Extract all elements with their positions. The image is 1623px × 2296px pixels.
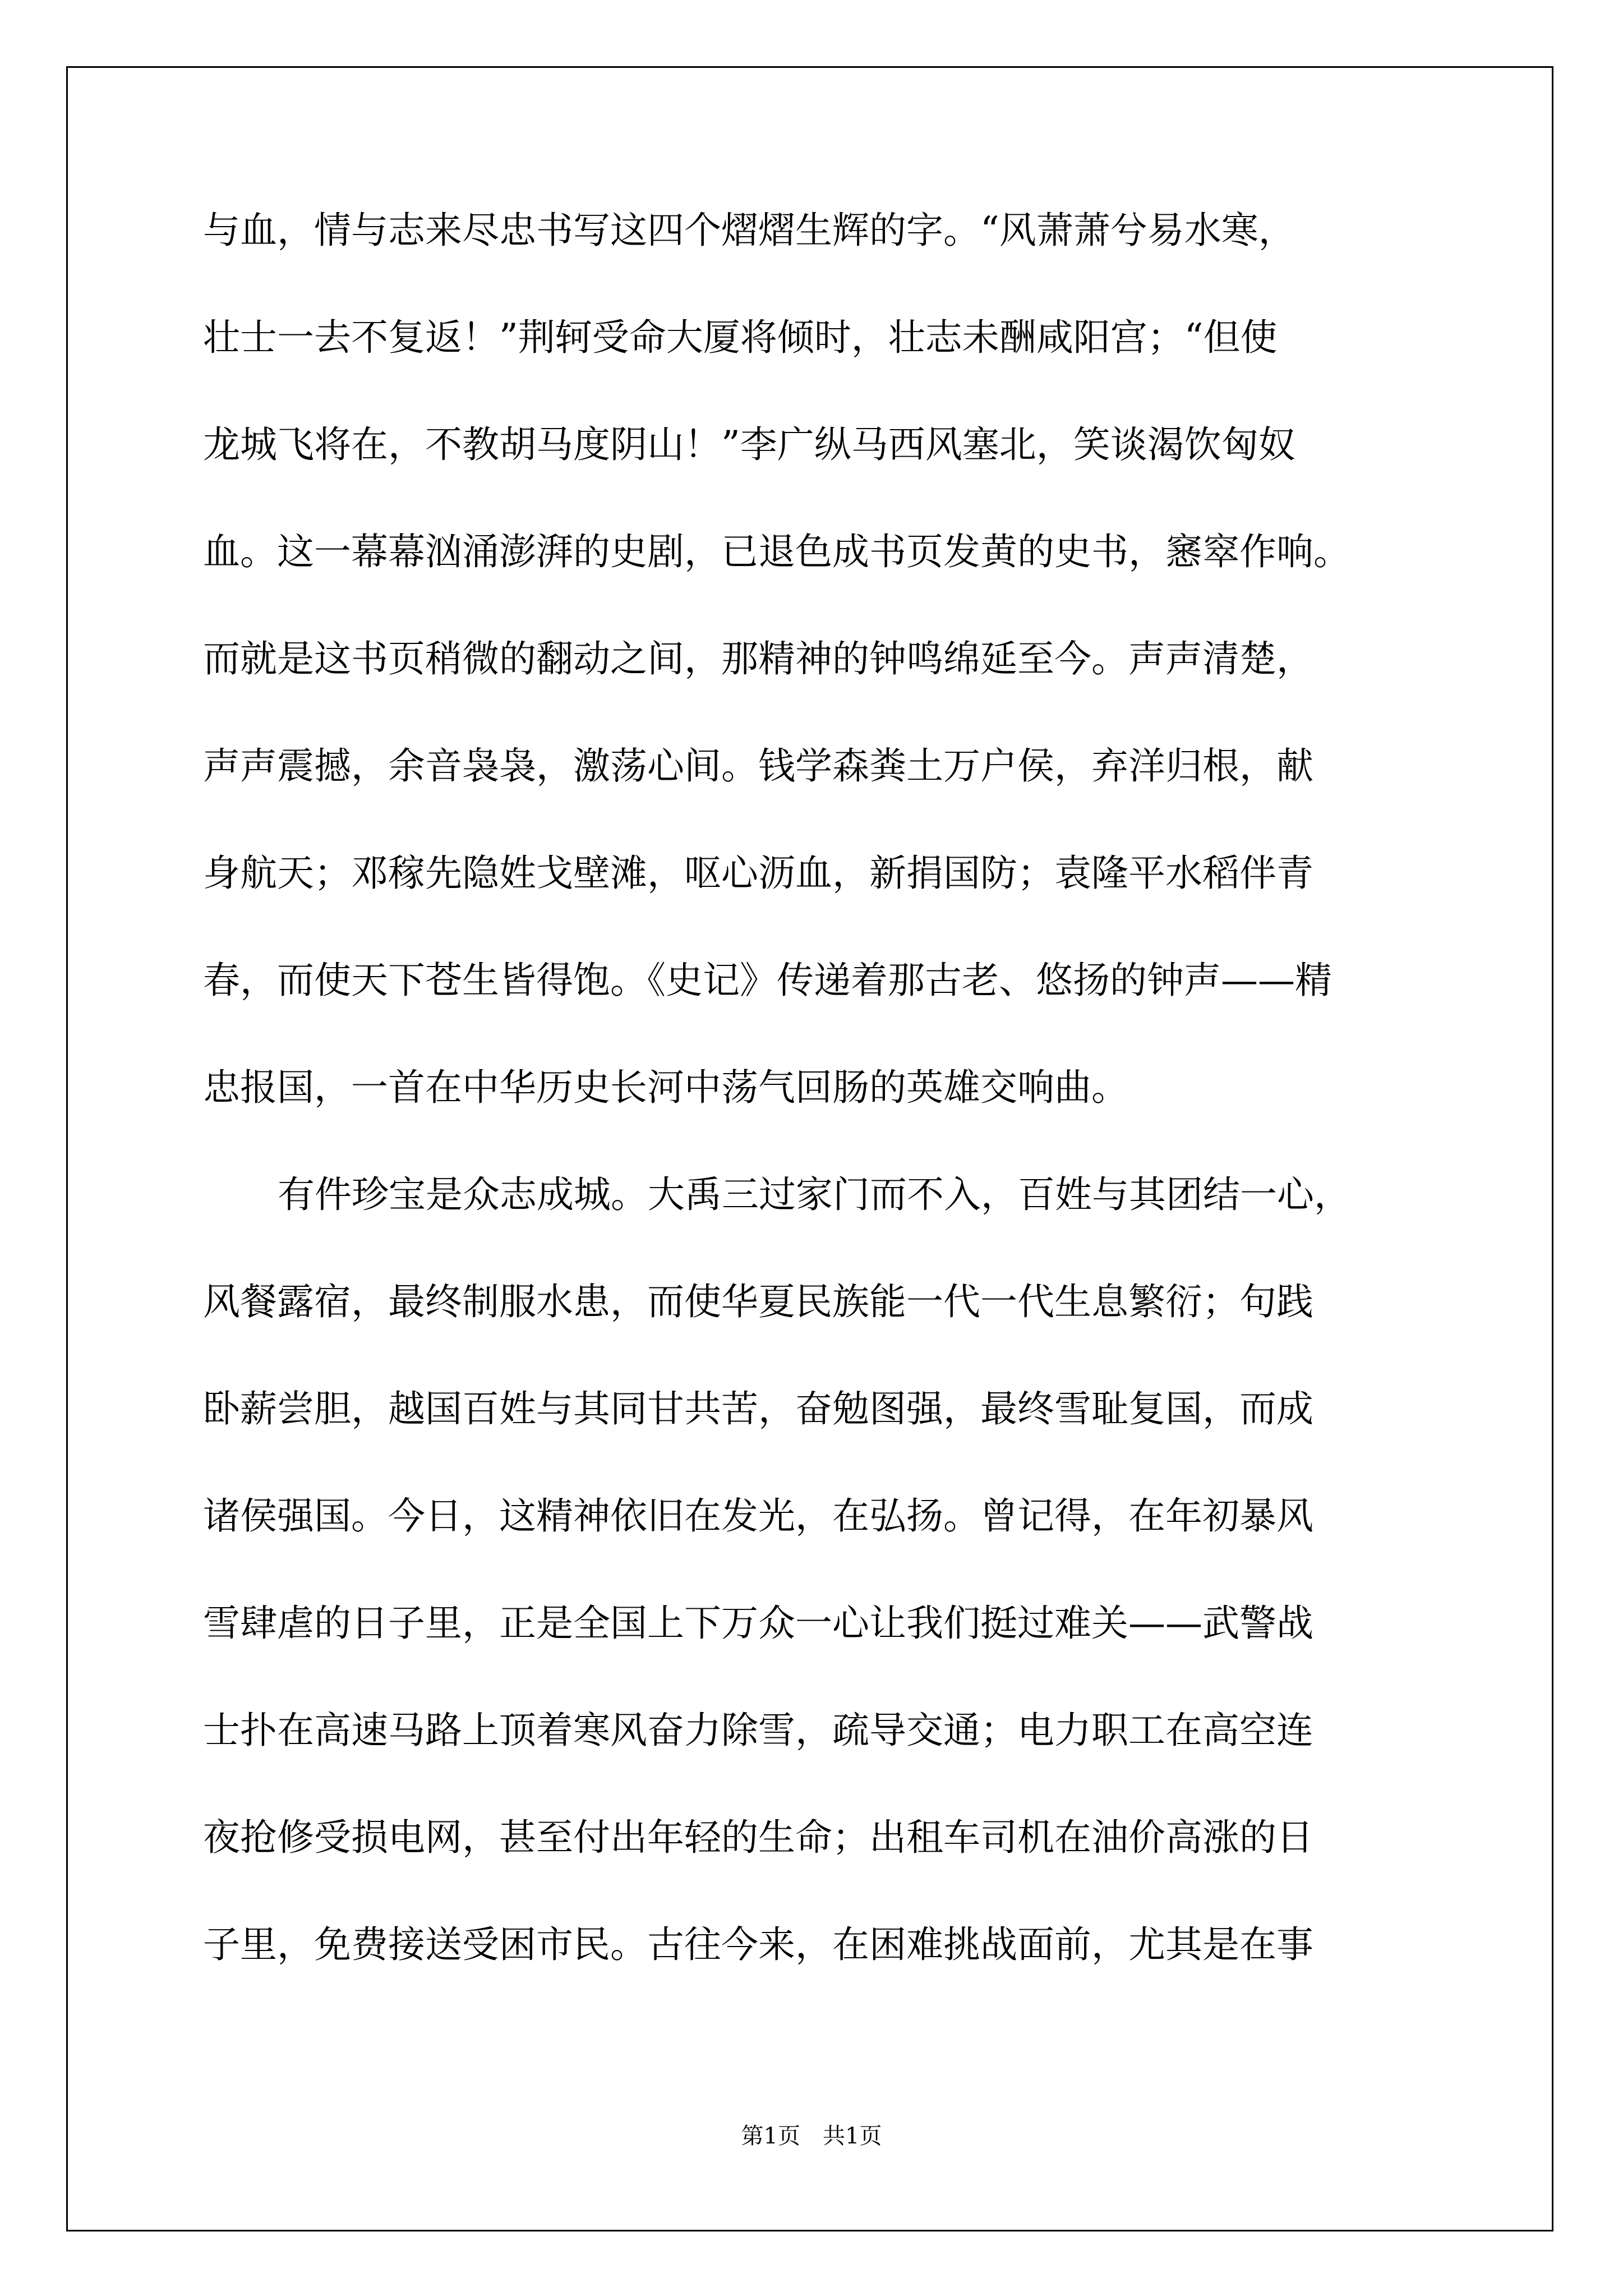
- paragraph-first-line: 有件珍宝是众志成城。大禹三过家门而不入，百姓与其团结一心，: [278, 1173, 1351, 1216]
- body-text-line: 春，而使天下苍生皆得饱。《史记》传递着那古老、悠扬的钟声——精: [203, 959, 1332, 1002]
- body-text-line: 忠报国，一首在中华历史长河中荡气回肠的英雄交响曲。: [203, 1066, 1128, 1109]
- body-text-line: 壮士一去不复返！”荆轲受命大厦将倾时，壮志未酬咸阳宫；“但使: [203, 316, 1278, 359]
- body-text-line: 血。这一幕幕汹涌澎湃的史剧，已退色成书页发黄的史书，窸窣作响。: [203, 530, 1350, 573]
- body-text-line: 与血，情与志来尽忠书写这四个熠熠生辉的字。“风萧萧兮易水寒，: [203, 209, 1295, 252]
- body-text-line: 士扑在高速马路上顶着寒风奋力除雪，疏导交通；电力职工在高空连: [203, 1709, 1313, 1752]
- body-text-line: 诸侯强国。今日，这精神依旧在发光，在弘扬。曾记得，在年初暴风: [203, 1494, 1313, 1538]
- body-text-line: 声声震撼，余音袅袅，激荡心间。钱学森粪土万户侯，弃洋归根，献: [203, 744, 1313, 788]
- body-text-line: 夜抢修受损电网，甚至付出年轻的生命；出租车司机在油价高涨的日: [203, 1816, 1313, 1859]
- body-text-line: 龙城飞将在，不教胡马度阴山！”李广纵马西风塞北，笑谈渴饮匈奴: [203, 423, 1295, 466]
- body-text-line: 子里，免费接送受困市民。古往今来，在困难挑战面前，尤其是在事: [203, 1923, 1313, 1966]
- body-text-line: 风餐露宿，最终制服水患，而使华夏民族能一代一代生息繁衍；句践: [203, 1280, 1313, 1323]
- body-text-line: 身航天；邓稼先隐姓戈壁滩，呕心沥血，新捐国防；袁隆平水稻伴青: [203, 852, 1313, 895]
- page-footer: 第1页 共1页: [741, 2123, 882, 2149]
- body-text-line: 雪肆虐的日子里，正是全国上下万众一心让我们挺过难关——武警战: [203, 1602, 1313, 1645]
- body-text-line: 而就是这书页稍微的翻动之间，那精神的钟鸣绵延至今。声声清楚，: [203, 637, 1313, 680]
- page-border: [66, 66, 1553, 2231]
- body-text-line: 卧薪尝胆，越国百姓与其同甘共苦，奋勉图强，最终雪耻复国，而成: [203, 1387, 1313, 1430]
